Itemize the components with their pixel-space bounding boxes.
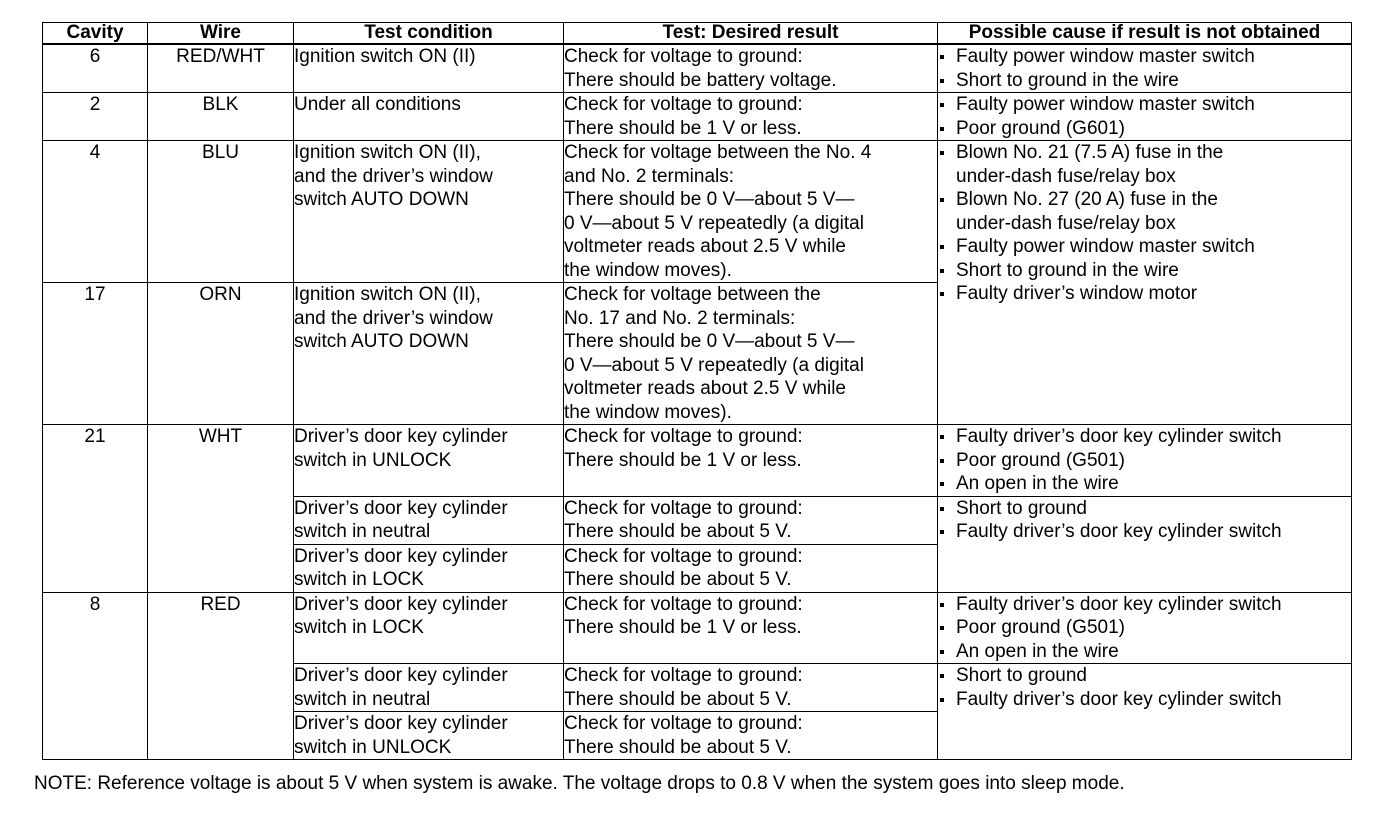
cause-item: Short to ground in the wire: [938, 69, 1351, 93]
result-cell: [564, 141, 938, 283]
condition-cell: [294, 544, 564, 592]
condition-line: Under all conditions: [294, 94, 461, 115]
result-line: There should be 1 V or less.: [564, 617, 802, 638]
result-line: Check for voltage to ground:: [564, 713, 803, 734]
result-line: the window moves).: [564, 401, 732, 423]
cavity-cell: 21: [43, 425, 148, 593]
result-cell: [564, 664, 938, 712]
condition-line: Driver’s door key cylinder: [294, 713, 508, 734]
header-test-condition: Test condition: [294, 23, 564, 45]
header-wire: Wire: [148, 23, 294, 45]
result-line: Check for voltage to ground:: [564, 497, 803, 519]
result-cell: [564, 93, 938, 141]
wire-cell: RED: [148, 592, 294, 760]
cause-cell: [938, 425, 1352, 497]
header-possible-cause: Possible cause if result is not obtained: [938, 23, 1352, 45]
condition-line: switch AUTO DOWN: [294, 189, 469, 210]
result-line: Check for voltage to ground:: [564, 593, 803, 615]
header-desired-result: Test: Desired result: [564, 23, 938, 45]
cause-cell: [938, 496, 1352, 592]
condition-line: Ignition switch ON (II),: [294, 284, 481, 305]
condition-line: switch in neutral: [294, 521, 431, 542]
result-line: Check for voltage to ground:: [564, 94, 803, 115]
condition-cell: [294, 712, 564, 760]
result-line: There should be 1 V or less.: [564, 449, 802, 471]
condition-cell: [294, 664, 564, 712]
result-cell: [564, 496, 938, 544]
result-cell: [564, 544, 938, 592]
result-line: Check for voltage between the No. 4: [564, 142, 872, 163]
cause-item: [938, 141, 1351, 188]
cause-item: Faulty power window master switch: [938, 235, 1351, 259]
cause-item: Poor ground (G501): [938, 449, 1351, 473]
cause-item: Poor ground (G501): [938, 616, 1351, 640]
result-line: Check for voltage to ground:: [564, 665, 803, 686]
cavity-cell: 4: [43, 141, 148, 283]
reference-voltage-note: NOTE: Reference voltage is about 5 V when system is awake. The voltage drops to 0.8 V when the system goes into sleep mode.: [34, 773, 1125, 794]
wire-cell: BLK: [148, 93, 294, 141]
wire-cell: WHT: [148, 425, 294, 593]
condition-line: switch in LOCK: [294, 617, 424, 638]
result-line: There should be about 5 V.: [564, 688, 792, 710]
result-line: There should be about 5 V.: [564, 569, 792, 590]
condition-line: Driver’s door key cylinder: [294, 497, 508, 519]
condition-line: switch in LOCK: [294, 569, 424, 590]
cause-item: Faulty driver’s door key cylinder switch: [938, 688, 1351, 712]
wire-cell: BLU: [148, 141, 294, 283]
condition-cell: [294, 496, 564, 544]
condition-line: switch in UNLOCK: [294, 449, 452, 471]
condition-line: Driver’s door key cylinder: [294, 593, 508, 615]
result-line: voltmeter reads about 2.5 V while: [564, 236, 846, 257]
condition-line: Ignition switch ON (II): [294, 46, 476, 67]
condition-line: switch in neutral: [294, 688, 431, 710]
cause-item: Faulty driver’s door key cylinder switch: [938, 520, 1351, 544]
condition-line: Driver’s door key cylinder: [294, 665, 508, 686]
result-cell: [564, 712, 938, 760]
cause-line: under-dash fuse/relay box: [956, 212, 1176, 234]
cause-item: Short to ground in the wire: [938, 259, 1351, 283]
cause-cell: [938, 44, 1352, 93]
result-line: Check for voltage to ground:: [564, 545, 803, 567]
condition-cell: [294, 283, 564, 425]
result-line: 0 V—about 5 V repeatedly (a digital: [564, 354, 864, 376]
condition-line: and the driver’s window: [294, 165, 493, 187]
result-line: Check for voltage to ground:: [564, 46, 803, 67]
condition-line: switch AUTO DOWN: [294, 331, 469, 352]
result-line: There should be about 5 V.: [564, 521, 792, 542]
condition-line: Driver’s door key cylinder: [294, 426, 508, 447]
cause-item: Faulty driver’s door key cylinder switch: [938, 425, 1351, 449]
wire-cell: RED/WHT: [148, 44, 294, 93]
wire-cell: ORN: [148, 283, 294, 425]
condition-line: Ignition switch ON (II),: [294, 142, 481, 163]
result-line: and No. 2 terminals:: [564, 165, 735, 187]
header-cavity: Cavity: [43, 23, 148, 45]
table-row: [43, 93, 1352, 141]
table-row: [43, 44, 1352, 93]
cause-item: Short to ground: [938, 664, 1351, 688]
cause-cell: [938, 93, 1352, 141]
result-line: There should be 0 V—about 5 V—: [564, 331, 855, 352]
condition-cell: [294, 425, 564, 497]
cavity-cell: 17: [43, 283, 148, 425]
condition-cell: [294, 592, 564, 664]
condition-cell: [294, 141, 564, 283]
result-line: There should be 0 V—about 5 V—: [564, 189, 855, 210]
table-row: [43, 425, 1352, 497]
table-row: [43, 141, 1352, 283]
cause-cell: [938, 592, 1352, 664]
cause-item: An open in the wire: [938, 472, 1351, 496]
cause-line: Blown No. 21 (7.5 A) fuse in the: [956, 142, 1224, 163]
table-row: [43, 592, 1352, 664]
result-cell: [564, 592, 938, 664]
condition-line: Driver’s door key cylinder: [294, 545, 508, 567]
cause-item: Faulty driver’s window motor: [938, 282, 1351, 306]
cause-item: Faulty power window master switch: [938, 93, 1351, 117]
cause-item: [938, 188, 1351, 235]
cavity-cell: 8: [43, 592, 148, 760]
cause-cell: [938, 664, 1352, 760]
result-line: Check for voltage between the: [564, 284, 821, 305]
result-line: There should be about 5 V.: [564, 736, 792, 758]
header-row: [43, 23, 1352, 45]
cause-item: Poor ground (G601): [938, 117, 1351, 141]
condition-cell: [294, 93, 564, 141]
result-line: 0 V—about 5 V repeatedly (a digital: [564, 212, 864, 234]
result-line: No. 17 and No. 2 terminals:: [564, 307, 796, 329]
cavity-cell: 2: [43, 93, 148, 141]
test-table: [42, 22, 1352, 760]
result-cell: [564, 44, 938, 93]
cause-item: Short to ground: [938, 497, 1351, 521]
cause-cell: [938, 141, 1352, 425]
cause-line: under-dash fuse/relay box: [956, 165, 1176, 187]
cavity-cell: 6: [43, 44, 148, 93]
result-line: Check for voltage to ground:: [564, 426, 803, 447]
cause-item: Faulty driver’s door key cylinder switch: [938, 593, 1351, 617]
result-line: the window moves).: [564, 259, 732, 281]
cause-item: Faulty power window master switch: [938, 45, 1351, 69]
result-line: There should be 1 V or less.: [564, 117, 802, 139]
condition-line: switch in UNLOCK: [294, 736, 452, 758]
result-cell: [564, 283, 938, 425]
condition-line: and the driver’s window: [294, 307, 493, 329]
cause-item: An open in the wire: [938, 640, 1351, 664]
cause-line: Blown No. 27 (20 A) fuse in the: [956, 189, 1218, 210]
result-line: voltmeter reads about 2.5 V while: [564, 378, 846, 399]
condition-cell: [294, 44, 564, 93]
result-cell: [564, 425, 938, 497]
result-line: There should be battery voltage.: [564, 69, 837, 91]
